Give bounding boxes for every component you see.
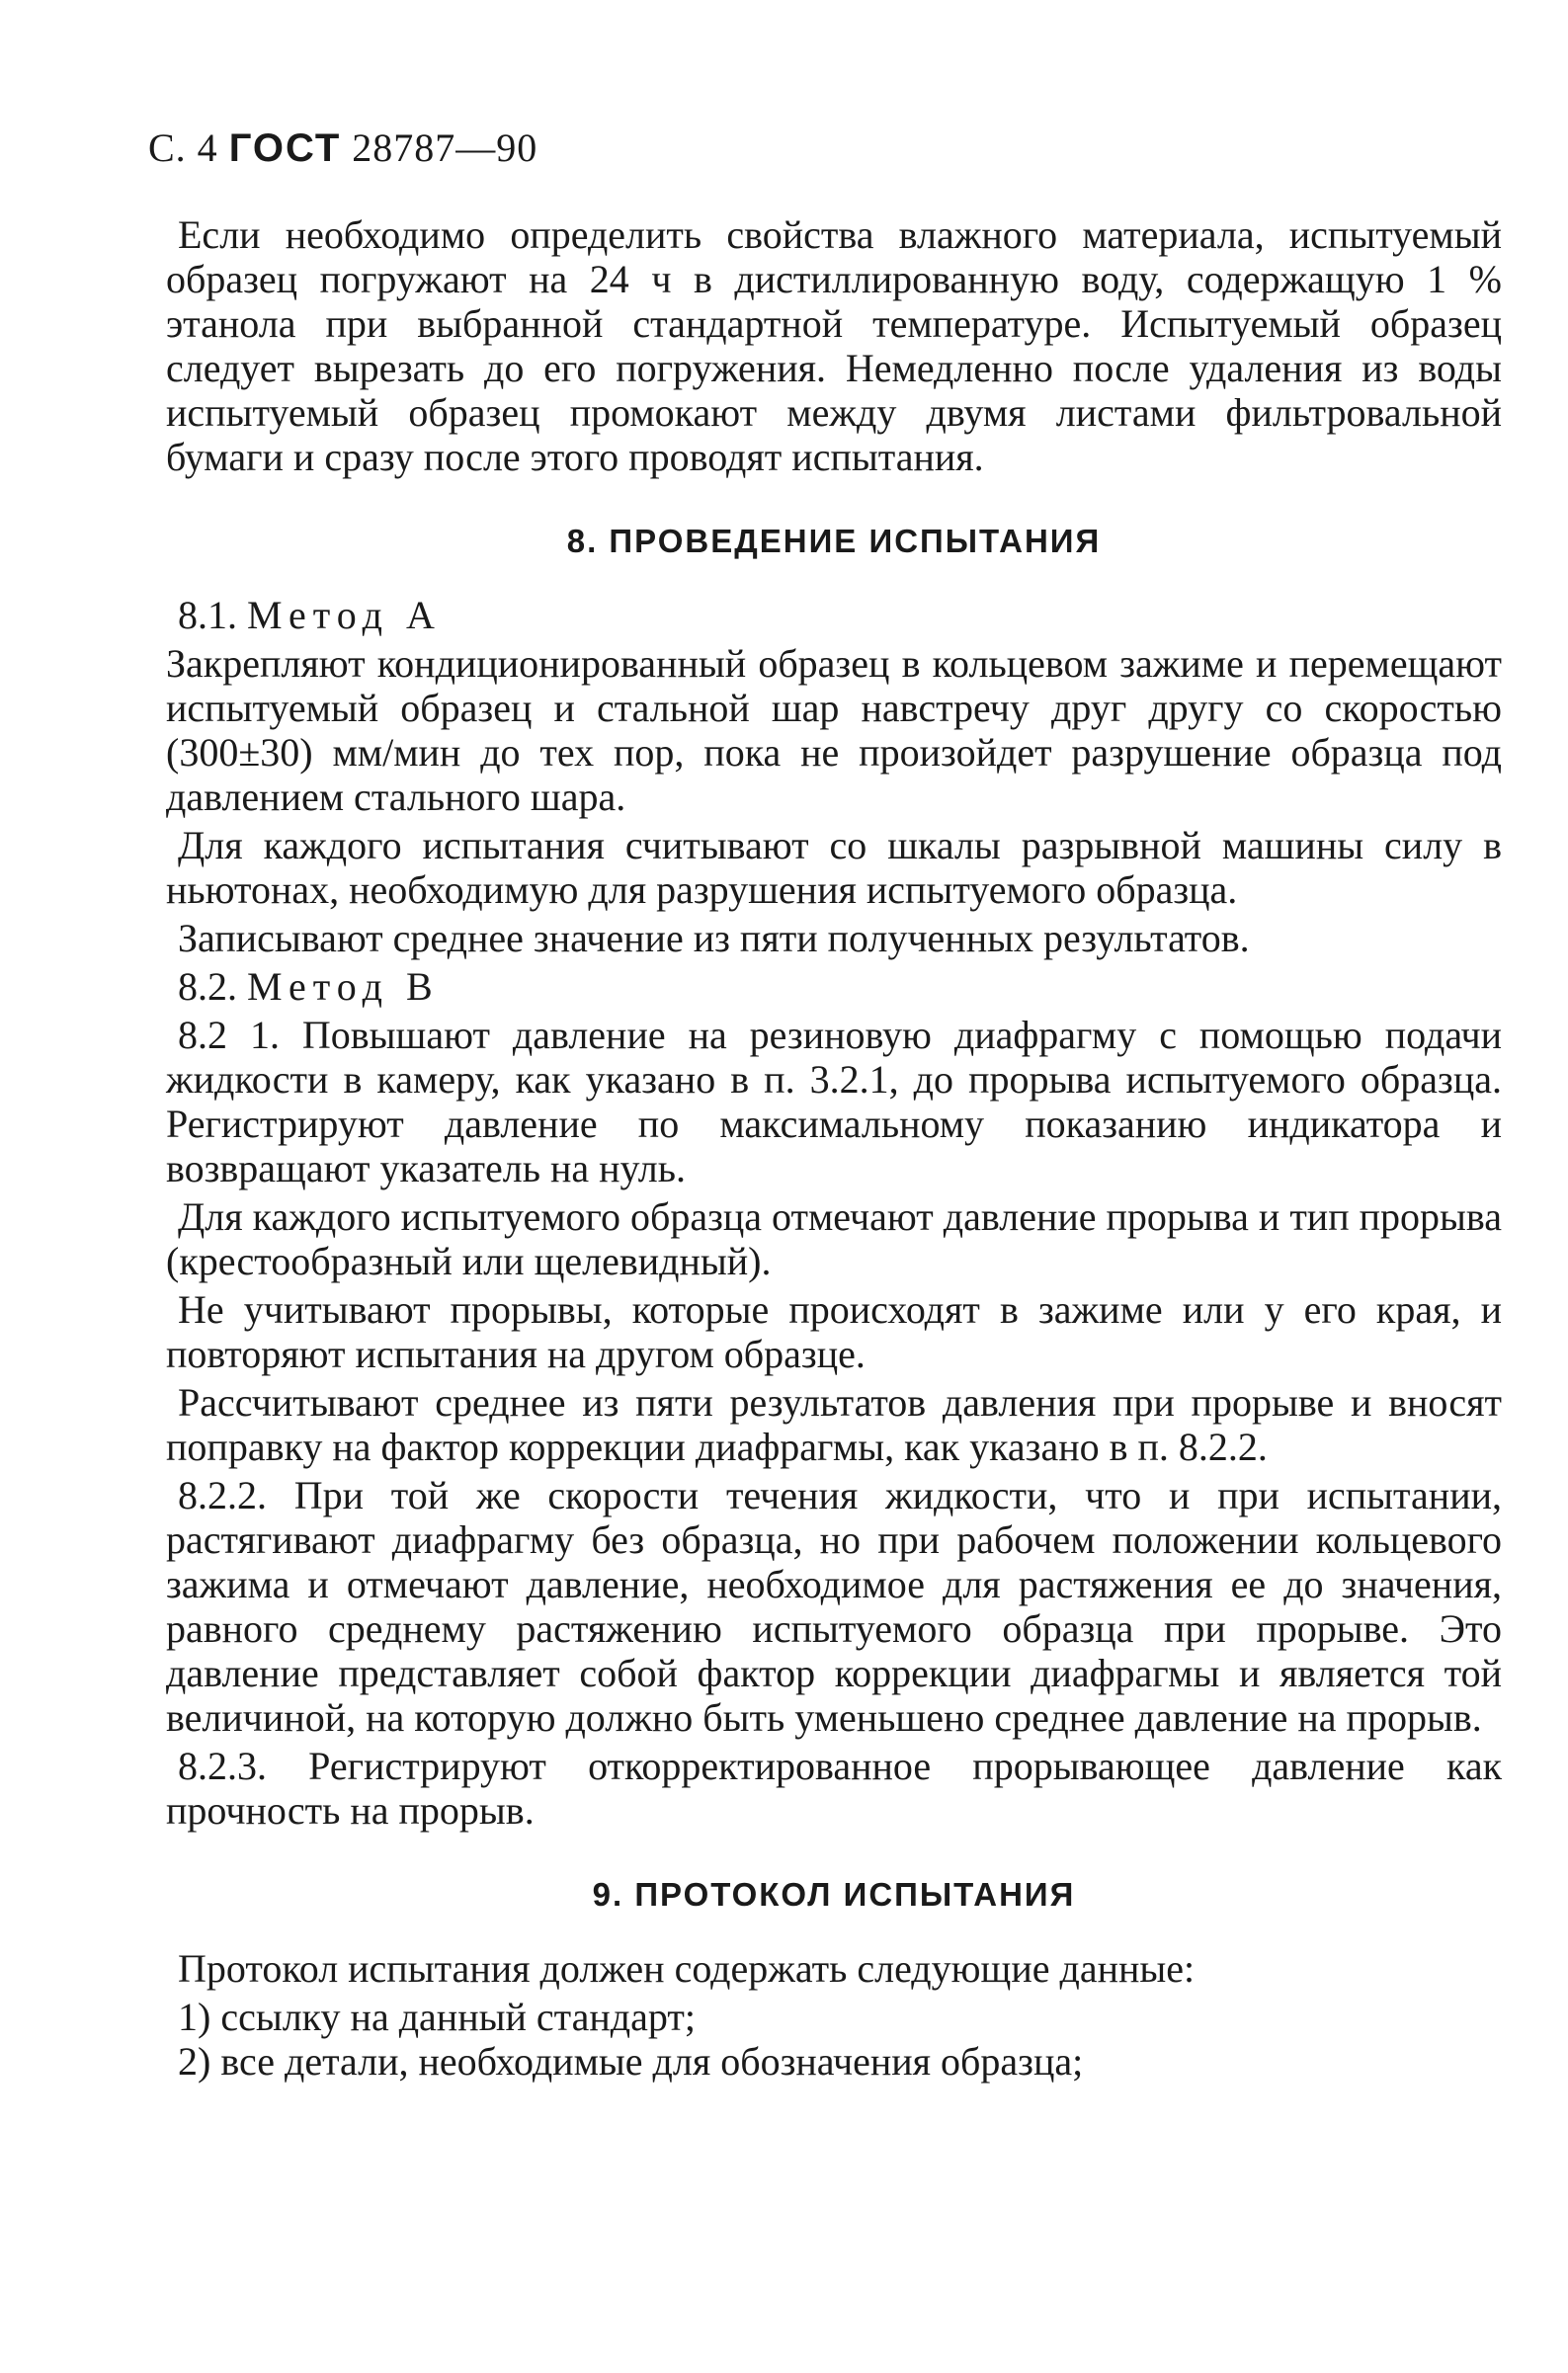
method-a-paragraph-3: Записывают среднее значение из пяти полученных результатов. <box>178 916 1250 960</box>
clause-8-2-1: 8.2 1. Повышают давление на резиновую диафрагму с помощью подачи жидкости в камеру, как указано в п. 3.2.1, до прорыва испытуемого образца. Регистрируют давление по максимальному показанию индикатора и возвращают указатель на нуль. <box>166 1013 1502 1190</box>
method-a-paragraph-2: Для каждого испытания считывают со шкалы разрывной машины силу в ньютонах, необходимую для разрушения испытуемого образца. <box>166 823 1502 912</box>
method-b-heading <box>166 964 1502 1009</box>
section-8-title: 8. ПРОВЕДЕНИЕ ИСПЫТАНИЯ <box>566 523 1102 559</box>
method-a-paragraph-1: Закрепляют кондиционированный образец в кольцевом зажиме и перемещают испытуемый образец и стальной шар навстречу друг другу со скоростью (300±30) мм/мин до тех пор, пока не произойдет разрушение образца под давлением стального шара. <box>166 641 1502 819</box>
method-a-number: 8.1. <box>178 593 237 637</box>
clause-8-2-1-d: Рассчитывают среднее из пяти результатов давления при прорыве и вносят поправку на фактор коррекции диафрагмы, как указано в п. 8.2.2. <box>166 1380 1502 1469</box>
clause-8-2-1-c: Не учитывают прорывы, которые происходят в зажиме или у его края, и повторяют испытания на другом образце. <box>166 1287 1502 1376</box>
body-text <box>166 212 1502 2084</box>
method-a-heading <box>166 593 1502 637</box>
clause-8-2-3: 8.2.3. Регистрируют откорректированное прорывающее давление как прочность на прорыв. <box>166 1744 1502 1833</box>
gost-number: 28787—90 <box>352 125 538 170</box>
clause-8-2-2: 8.2.2. При той же скорости течения жидкости, что и при испытании, растягивают диафрагму без образца, но при рабочем положении кольцевого зажима и отмечают давление, необходимое для растяжения ее до значения, равного среднему растяжению испытуемого образца при прорыве. Это давление представляет собой фактор коррекции диафрагмы и является той величиной, на которую должно быть уменьшено среднее давление на прорыв. <box>166 1473 1502 1740</box>
intro-paragraph: Если необходимо определить свойства влажного материала, испытуемый образец погружают на 24 ч в дистиллированную воду, содержащую 1 % этанола при выбранной стандартной температуре. Испытуемый образец следует вырезать до его погружения. Немедленно после удаления из воды испытуемый образец промокают между двумя листами фильтровальной бумаги и сразу после этого проводят испытания. <box>166 212 1502 479</box>
page-number: С. 4 <box>148 125 218 170</box>
clause-8-2-1-b: Для каждого испытуемого образца отмечают давление прорыва и тип прорыва (крестообразный или щелевидный). <box>166 1194 1502 1283</box>
page-header <box>148 124 537 171</box>
method-b-number: 8.2. <box>178 964 237 1009</box>
gost-label: ГОСТ <box>228 126 342 170</box>
protocol-item-2: 2) все детали, необходимые для обозначения образца; <box>178 2039 1084 2084</box>
protocol-item-1: 1) ссылку на данный стандарт; <box>178 1995 696 2039</box>
section-9-title: 9. ПРОТОКОЛ ИСПЫТАНИЯ <box>592 1876 1076 1913</box>
protocol-intro: Протокол испытания должен содержать следующие данные: <box>178 1946 1196 1991</box>
method-a-label: Метод А <box>247 593 442 637</box>
method-b-label: Метод В <box>247 964 440 1009</box>
